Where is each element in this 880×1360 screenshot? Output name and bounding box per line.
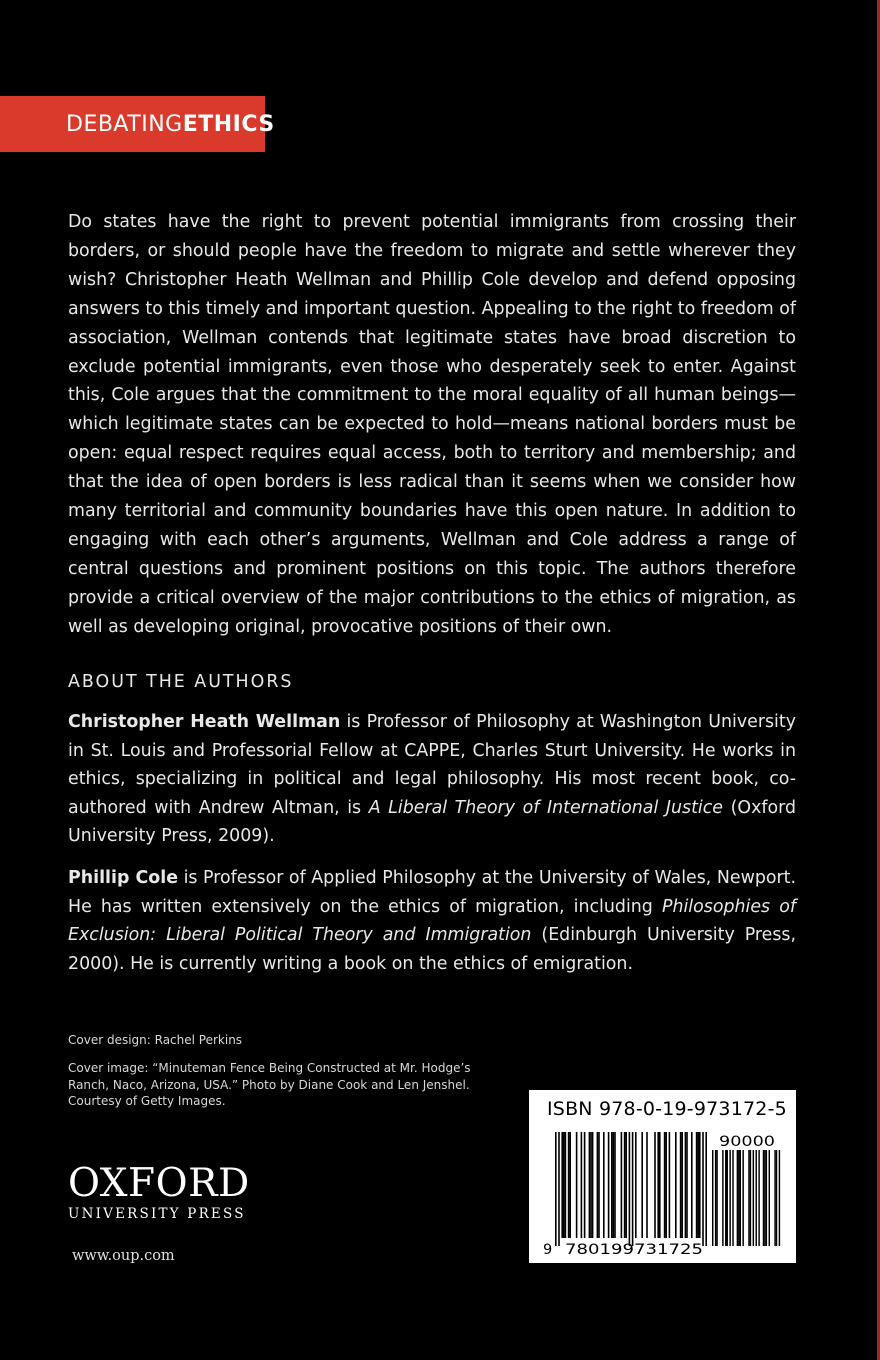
publisher-website: www.oup.com [72, 1248, 175, 1264]
series-banner [0, 96, 275, 152]
barcode-addon-bar [750, 1150, 751, 1246]
barcode-addon-bar [753, 1150, 754, 1246]
barcode-bar [696, 1132, 698, 1238]
cover-design-credit: Cover design: Rachel Perkins [68, 1033, 243, 1047]
barcode-price-code: 90000 [719, 1134, 775, 1150]
barcode-bar [686, 1132, 688, 1238]
book-blurb: Do states have the right to prevent potential immigrants from crossing their borders, or should people have the freedom to migrate and settle wherever they wish? Christopher Heath Wellman and Phillip Cole develop and defend opposing answers to this timely and important question. Appealing to the right to freedom of association, Wellman contends that legitimate states have broad discretion to exclude potential immigrants, even those who desperately seek to enter. Against this, Cole argues that the commitment to the moral equality of all human beings—which legitimate states can be expected to hold—means national borders must be open: equal respect requires equal access, both to territory and membership; and that the idea of open borders is less radical than it seems when we consider how many territorial and community boundaries have this open nature. In addition to engaging with each other’s arguments, Wellman and Cole address a range of central questions and prominent positions on this topic. The authors therefore provide a critical overview of the major contributions to the ethics of migration, as well as developing original, provocative positions of their own. [68, 212, 796, 637]
barcode-bar [635, 1132, 637, 1238]
barcode-addon-bar [779, 1150, 780, 1246]
barcode-bar [665, 1132, 667, 1238]
barcode-addon-bar [776, 1150, 777, 1246]
barcode-bar [675, 1132, 677, 1238]
barcode-addon-bar [712, 1150, 713, 1246]
barcode-bar [659, 1132, 661, 1238]
barcode-addon-bar [763, 1150, 764, 1246]
barcode-bar [561, 1132, 563, 1238]
barcode-addon-bar [732, 1150, 733, 1246]
barcode-bar [592, 1132, 594, 1238]
barcode-bar [565, 1132, 567, 1238]
barcode-bar [613, 1132, 615, 1238]
barcode-addon-bar [722, 1150, 723, 1246]
barcode-addon-bar [764, 1150, 765, 1246]
barcode-graphic [529, 1090, 796, 1263]
author-name-wellman: Christopher Heath Wellman [68, 712, 341, 732]
author-bio-cole-text: is Professor of Applied Philosophy at the University of Wales, Newport. He has written extensively on the ethics of migration, including [68, 868, 796, 917]
barcode-bar [632, 1132, 634, 1246]
author-bio-wellman [68, 708, 796, 851]
publisher-subline: UNIVERSITY PRESS [68, 1206, 246, 1222]
author-bio-wellman-text: is Professor of Philosophy at Washington University in St. Louis and Professorial Fellow at CAPPE, Charles Sturt University. He works in ethics, specializing in political and legal philosophy. His most recent book, co-authored with Andrew Altman, is [68, 712, 796, 818]
barcode-bar [568, 1132, 570, 1238]
barcode-bar [563, 1132, 565, 1238]
barcode-bar [680, 1132, 682, 1238]
barcode-bar [614, 1132, 616, 1238]
author-name-cole: Phillip Cole [68, 868, 178, 888]
cover-image-credit: Cover image: “Minuteman Fence Being Constructed at Mr. Hodge’s Ranch, Naco, Arizona, USA.” Photo by Diane Cook and Len Jenshel. Courtesy of Getty Images. [68, 1061, 471, 1108]
isbn-barcode [529, 1090, 796, 1263]
barcode-bar [691, 1132, 693, 1238]
barcode-bar [603, 1132, 605, 1238]
barcode-addon-bar [738, 1150, 739, 1246]
barcode-bar [597, 1132, 599, 1238]
barcode-bar [702, 1132, 704, 1246]
barcode-addon-bar [769, 1150, 770, 1246]
barcode-addon-bar [737, 1150, 738, 1246]
barcode-bar [581, 1132, 583, 1238]
barcode-bar [654, 1132, 656, 1238]
barcode-addon-bar [715, 1150, 716, 1246]
barcode-bar [624, 1132, 626, 1238]
barcode-addon-bar [774, 1150, 775, 1246]
barcode-bar [669, 1132, 671, 1238]
series-name-suffix: ETHICS [182, 111, 275, 137]
barcode-bar [685, 1132, 687, 1238]
barcode-bar [558, 1132, 560, 1246]
author-bio-wellman-text-end: (Oxford University Press, 2009). [68, 797, 797, 847]
barcode-bar [664, 1132, 666, 1238]
barcode-bar [590, 1132, 592, 1238]
about-authors-heading: ABOUT THE AUTHORS [68, 672, 294, 692]
isbn-label: ISBN 978-0-19-973172-5 [547, 1098, 787, 1120]
book-title-philosophies-of-exclusion: Philosophies of Exclusion: Liberal Political Theory and Immigration [68, 896, 796, 946]
barcode-addon-bar [742, 1150, 743, 1246]
publisher-logo [68, 1162, 250, 1222]
barcode-bar [646, 1132, 648, 1238]
barcode-bar [555, 1132, 557, 1246]
barcode-bar [569, 1132, 571, 1238]
barcode-bar [621, 1132, 623, 1238]
barcode-bar [625, 1132, 627, 1238]
barcode-bar [641, 1132, 643, 1238]
barcode-bars-addon [712, 1150, 780, 1246]
barcode-bar [681, 1132, 683, 1238]
barcode-bar [589, 1132, 591, 1238]
barcode-addon-bar [716, 1150, 717, 1246]
barcode-addon-bar [766, 1150, 767, 1246]
barcode-bar [608, 1132, 610, 1238]
barcode-addon-bar [756, 1150, 757, 1246]
barcode-bar [697, 1132, 699, 1238]
barcode-bars-main [555, 1132, 707, 1246]
barcode-bar [584, 1132, 586, 1238]
barcode-bar [629, 1132, 631, 1246]
publisher-wordmark: OXFORD [68, 1161, 250, 1206]
series-name-prefix: DEBATING [66, 111, 183, 137]
barcode-bar [705, 1132, 707, 1246]
author-bio-cole [68, 864, 796, 978]
barcode-addon-bar [725, 1150, 726, 1246]
barcode-bar [657, 1132, 659, 1238]
barcode-lead-digit: 9 [543, 1242, 553, 1258]
author-bio-cole-text-end: (Edinburgh University Press, 2000). He is currently writing a book on the ethics of emigration. [68, 925, 796, 974]
barcode-addon-bar [748, 1150, 749, 1246]
book-title-liberal-theory: A Liberal Theory of International Justice [368, 797, 724, 818]
barcode-bar [598, 1132, 600, 1238]
barcode-addon-bar [758, 1150, 759, 1246]
barcode-addon-bar [740, 1150, 741, 1246]
barcode-bar [699, 1132, 701, 1238]
barcode-main-digits: 780199731725 [565, 1242, 703, 1258]
barcode-addon-bar [729, 1150, 730, 1246]
barcode-addon-bar [727, 1150, 728, 1246]
barcode-bar [576, 1132, 578, 1238]
barcode-bar [611, 1132, 613, 1238]
